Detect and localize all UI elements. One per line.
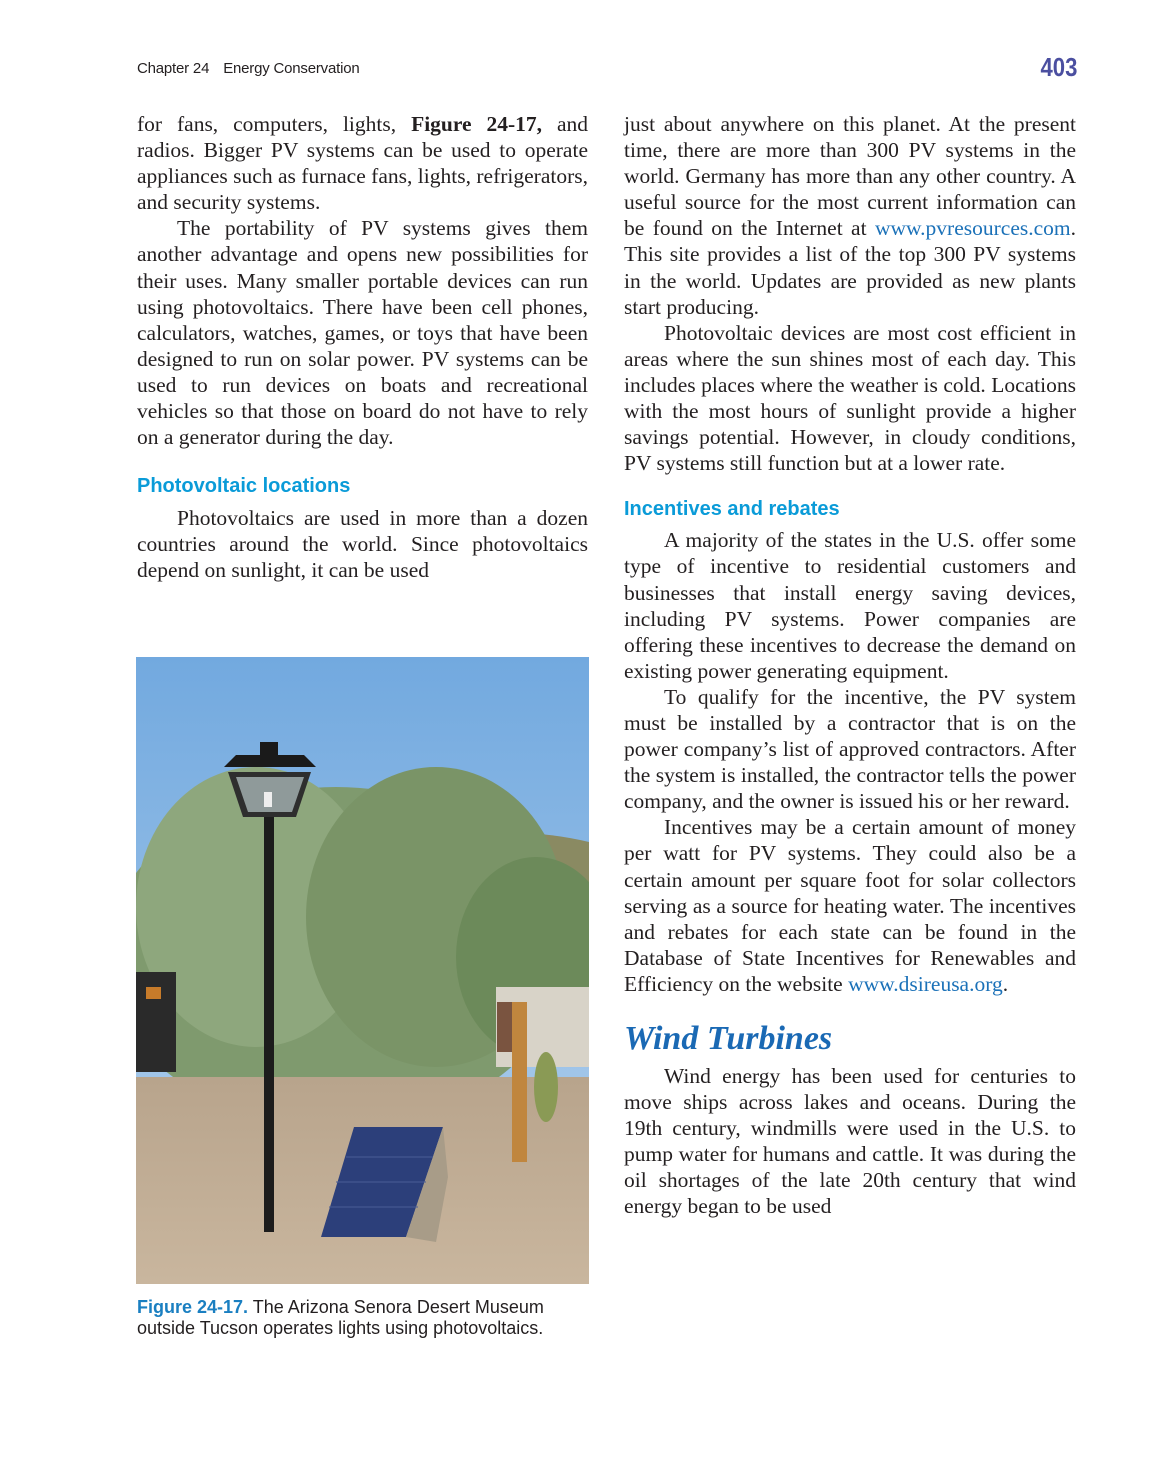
figure-caption: Figure 24-17. The Arizona Senora Desert Museum outside Tucson operates lights using photovoltaics. [137,1297,544,1338]
solar-lamp-photo [136,657,589,1284]
chapter-number: Chapter 24 [137,60,210,77]
paragraph: A majority of the states in the U.S. offer some type of incentive to residential customers and businesses that install energy saving devices, including PV systems. Power companies are offering these incentives to decrease the demand on existing power generating equipment. [624,528,1076,683]
section-heading-wind-turbines: Wind Turbines [624,1020,833,1057]
section-heading-incentives-and-rebates: Incentives and rebates [624,498,840,521]
chapter-title: Energy Conservation [223,60,360,77]
paragraph: To qualify for the incentive, the PV system must be installed by a contractor that is on the power company’s list of approved contractors. After the system is installed, the contractor tells the power company, and the owner is issued his or her reward. [624,684,1076,814]
paragraph: Incentives may be a certain amount of money per watt for PV systems. They could also be a certain amount per square foot for solar collectors serving as a source for heating water. The incentives and rebates for each state can be found in the Database of State Incentives for Renewables and Efficiency on the website www.dsireusa.org. [624,815,1076,996]
paragraph: Wind energy has been used for centuries to move ships across lakes and oceans. During the 19th century, windmills were used in the U.S. to pump water for humans and cattle. It was during the oil shortages of the late 20th century that wind energy began to be used [624,1064,1076,1219]
dsireusa-link[interactable]: www.dsireusa.org [848,971,1003,996]
paragraph: Photovoltaics are used in more than a dozen countries around the world. Since photovoltaics depend on sunlight, it can be used [137,506,588,583]
figure-reference: Figure 24-17, [411,112,543,136]
paragraph: for fans, computers, lights, Figure 24-17, and radios. Bigger PV systems can be used to operate appliances such as furnace fans, lights, refrigerators, and security systems. [137,112,588,215]
paragraph: just about anywhere on this planet. At the present time, there are more than 300 PV systems in the world. Germany has more than any other country. A useful source for the most current information can be found on the Internet at www.pvresources.com. This site provides a list of the top 300 PV systems in the world. Updates are provided as new plants start producing. [624,112,1076,319]
figure-photo [136,657,589,1284]
paragraph: The portability of PV systems gives them another advantage and opens new possibilities for their uses. Many smaller portable devices can run using photovoltaics. There have been cell phones, calculators, watches, games, or toys that have been designed to run on solar power. PV systems can be used to run devices on boats and recreational vehicles so that those on board do not have to rely on a generator during the day. [137,216,588,450]
pvresources-link[interactable]: www.pvresources.com [874,216,1071,241]
right-column [624,111,1076,1220]
section-heading-photovoltaic-locations: Photovoltaic locations [137,475,351,498]
running-header [137,60,374,77]
left-column [137,111,588,584]
page-number: 403 [1040,52,1077,82]
paragraph: Photovoltaic devices are most cost efficient in areas where the sun shines most of each day. This includes places where the weather is cold. Locations with the most hours of sunlight provide a higher savings potential. However, in cloudy conditions, PV systems still function but at a lower rate. [624,320,1076,476]
figure-label: Figure 24-17. [137,1297,249,1317]
